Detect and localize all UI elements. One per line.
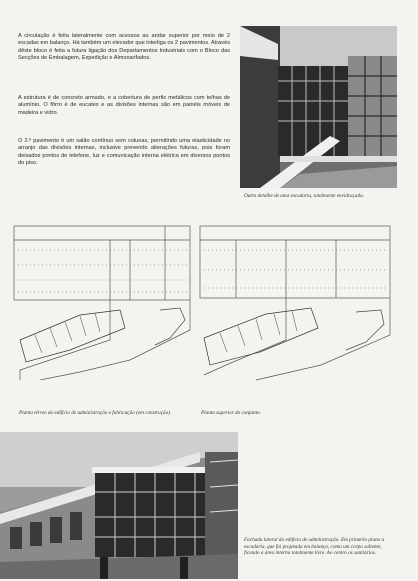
ground-plan-caption: Planta térreo do edifício de administração e fabricação (em construção). <box>19 410 172 416</box>
ground-floor-plan <box>10 220 192 380</box>
facade-photo-caption: Fachada lateral do edifício de administração. Em primeiro plano a escadaria, que foi projetada em balanço, como um corpo saliente, ficando a área interna totalmente livre. Ao centro os sanitários. <box>244 537 385 556</box>
upper-floor-plan <box>196 220 394 385</box>
body-paragraph-second-floor: O 2.º pavimento é um salão contínuo sem colunas, permitindo uma elasticidade no arranjo das divisões internas, inclusive prevendo alterações futuras, pois foram deixados pontos de telefone, luz e comunicação interna elétrica em diversos pontos do piso. <box>18 138 230 166</box>
body-paragraph-structure: A estrutura é de concreto armado, e a cobertura de perfis metálicos com telhas de alumínio. O fôrro é de eucatex e as divisões internas são em painéis móveis de madeira e vidro. <box>18 95 230 116</box>
upper-plan-caption: Planta superior do conjunto. <box>201 410 261 416</box>
body-paragraph-circulation: A circulação é feita lateralmente com acessos ao andar superior por meio de 2 escadas em balanço. Há também um elevador que interliga os 2 pavimentos. Através dêste bloco é feita a futura ligação dos Departamentos Industriais com o Bloco das Secções de Embalagem, Expedição e Almoxarifados. <box>18 33 230 61</box>
staircase-photo <box>240 26 397 188</box>
facade-photo <box>0 432 238 579</box>
staircase-photo-caption: Outro detalhe de uma escadaria, totalmente envidraçada. <box>244 193 364 199</box>
